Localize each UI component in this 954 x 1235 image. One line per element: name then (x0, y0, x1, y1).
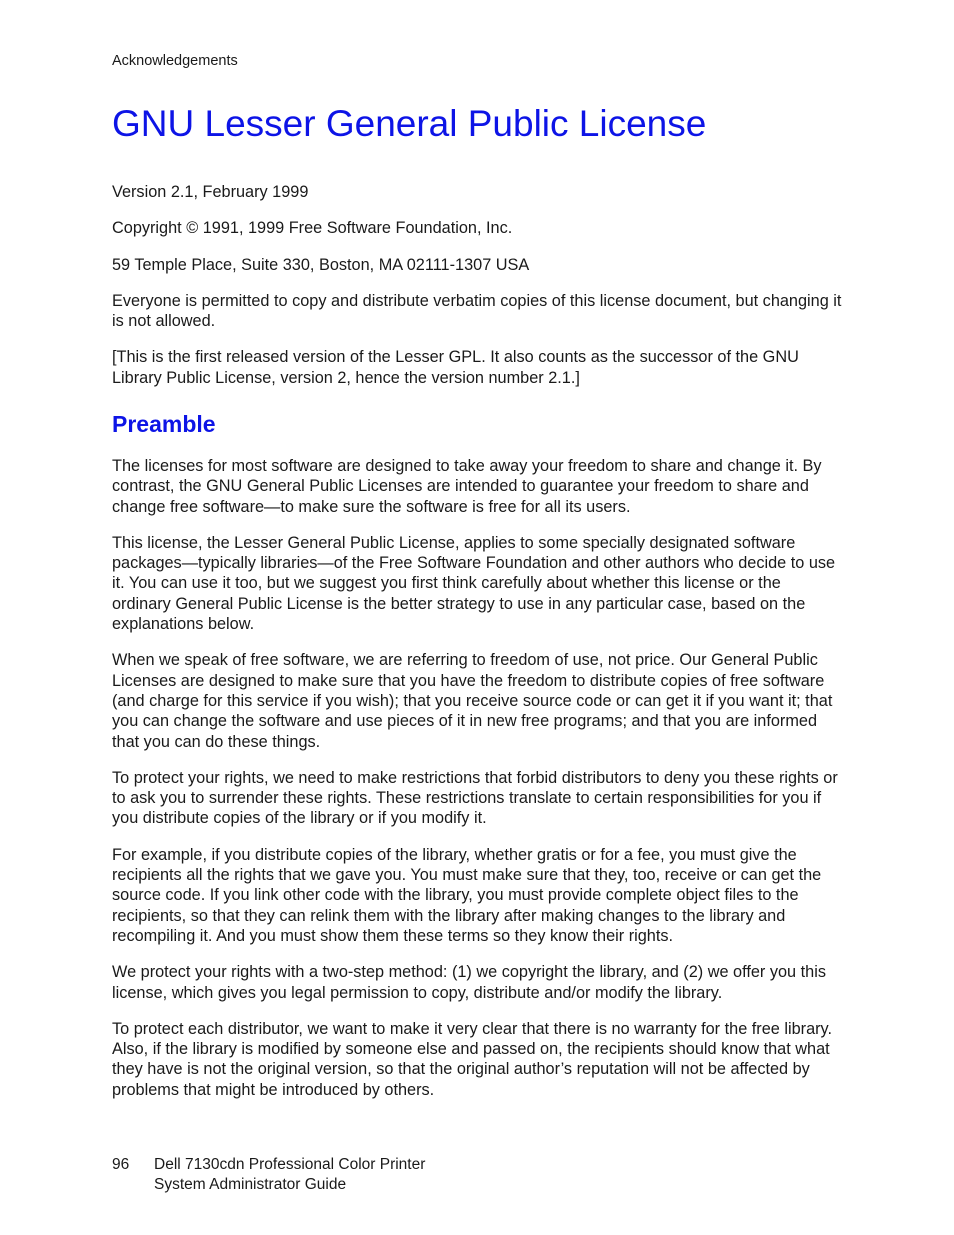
copyright-line: Copyright © 1991, 1999 Free Software Foundation, Inc. (112, 219, 513, 238)
permission-paragraph: Everyone is permitted to copy and distribute verbatim copies of this license document, but changing it is not allowed. (112, 291, 842, 331)
section-heading-preamble: Preamble (112, 411, 216, 437)
body-paragraph: To protect each distributor, we want to make it very clear that there is no warranty for the free library. Also, if the library is modified by someone else and passed on, the recipients should know that what they have is not the original version, so that the original author’s reputation will not be affected by problems that might be introduced by others. (112, 1019, 833, 1099)
body-paragraph: When we speak of free software, we are referring to freedom of use, not price. Our General Public Licenses are designed to make sure that you have the freedom to distribute copies of free software (and charge for this service if you wish); that you receive source code or can get it if you want it; that you can change the software and use pieces of it in new free programs; and that you are informed that you can do these things. (112, 651, 833, 751)
address-line: 59 Temple Place, Suite 330, Boston, MA 02111-1307 USA (112, 255, 530, 274)
footer-text (154, 1155, 425, 1194)
running-head: Acknowledgements (112, 53, 238, 69)
body-paragraph: To protect your rights, we need to make restrictions that forbid distributors to deny you these rights or to ask you to surrender these rights. These restrictions translate to certain responsibilities for you if you distribute copies of the library or if you modify it. (112, 768, 838, 828)
product-line: Dell 7130cdn Professional Color Printer (154, 1156, 426, 1173)
front-matter (112, 182, 842, 404)
release-note-paragraph: [This is the first released version of the Lesser GPL. It also counts as the successor of the GNU Library Public License, version 2, hence the version number 2.1.] (112, 348, 799, 387)
body-paragraph: The licenses for most software are designed to take away your freedom to share and change it. By contrast, the GNU General Public Licenses are intended to guarantee your freedom to share and change free software—to make sure the software is free for all its users. (112, 457, 822, 516)
body-paragraph: This license, the Lesser General Public License, applies to some specially designated software packages—typically libraries—of the Free Software Foundation and other authors who decide to use it. You can use it too, but we suggest you first think carefully about whether this license or the ordinary General Public License is the better strategy to use in any particular case, based on the explanations below. (112, 533, 836, 634)
body-paragraph: We protect your rights with a two-step method: (1) we copyright the library, and (2) we offer you this license, which gives you legal permission to copy, distribute and/or modify the library. (112, 963, 826, 1002)
body-paragraph: For example, if you distribute copies of the library, whether gratis or for a fee, you must give the recipients all the rights that we gave you. You must make sure that they, too, receive or can get the source code. If you link other code with the library, you must provide complete object files to the recipients, so that they can relink them with the library after making changes to the library and recompiling it. And you must show them these terms so they know their rights. (112, 845, 822, 945)
page-footer (112, 1155, 842, 1194)
preamble-body (112, 456, 842, 1116)
version-line: Version 2.1, February 1999 (112, 183, 309, 201)
page-number: 96 (112, 1156, 130, 1173)
guide-name: System Administrator Guide (154, 1175, 347, 1193)
page-title: GNU Lesser General Public License (112, 103, 707, 144)
